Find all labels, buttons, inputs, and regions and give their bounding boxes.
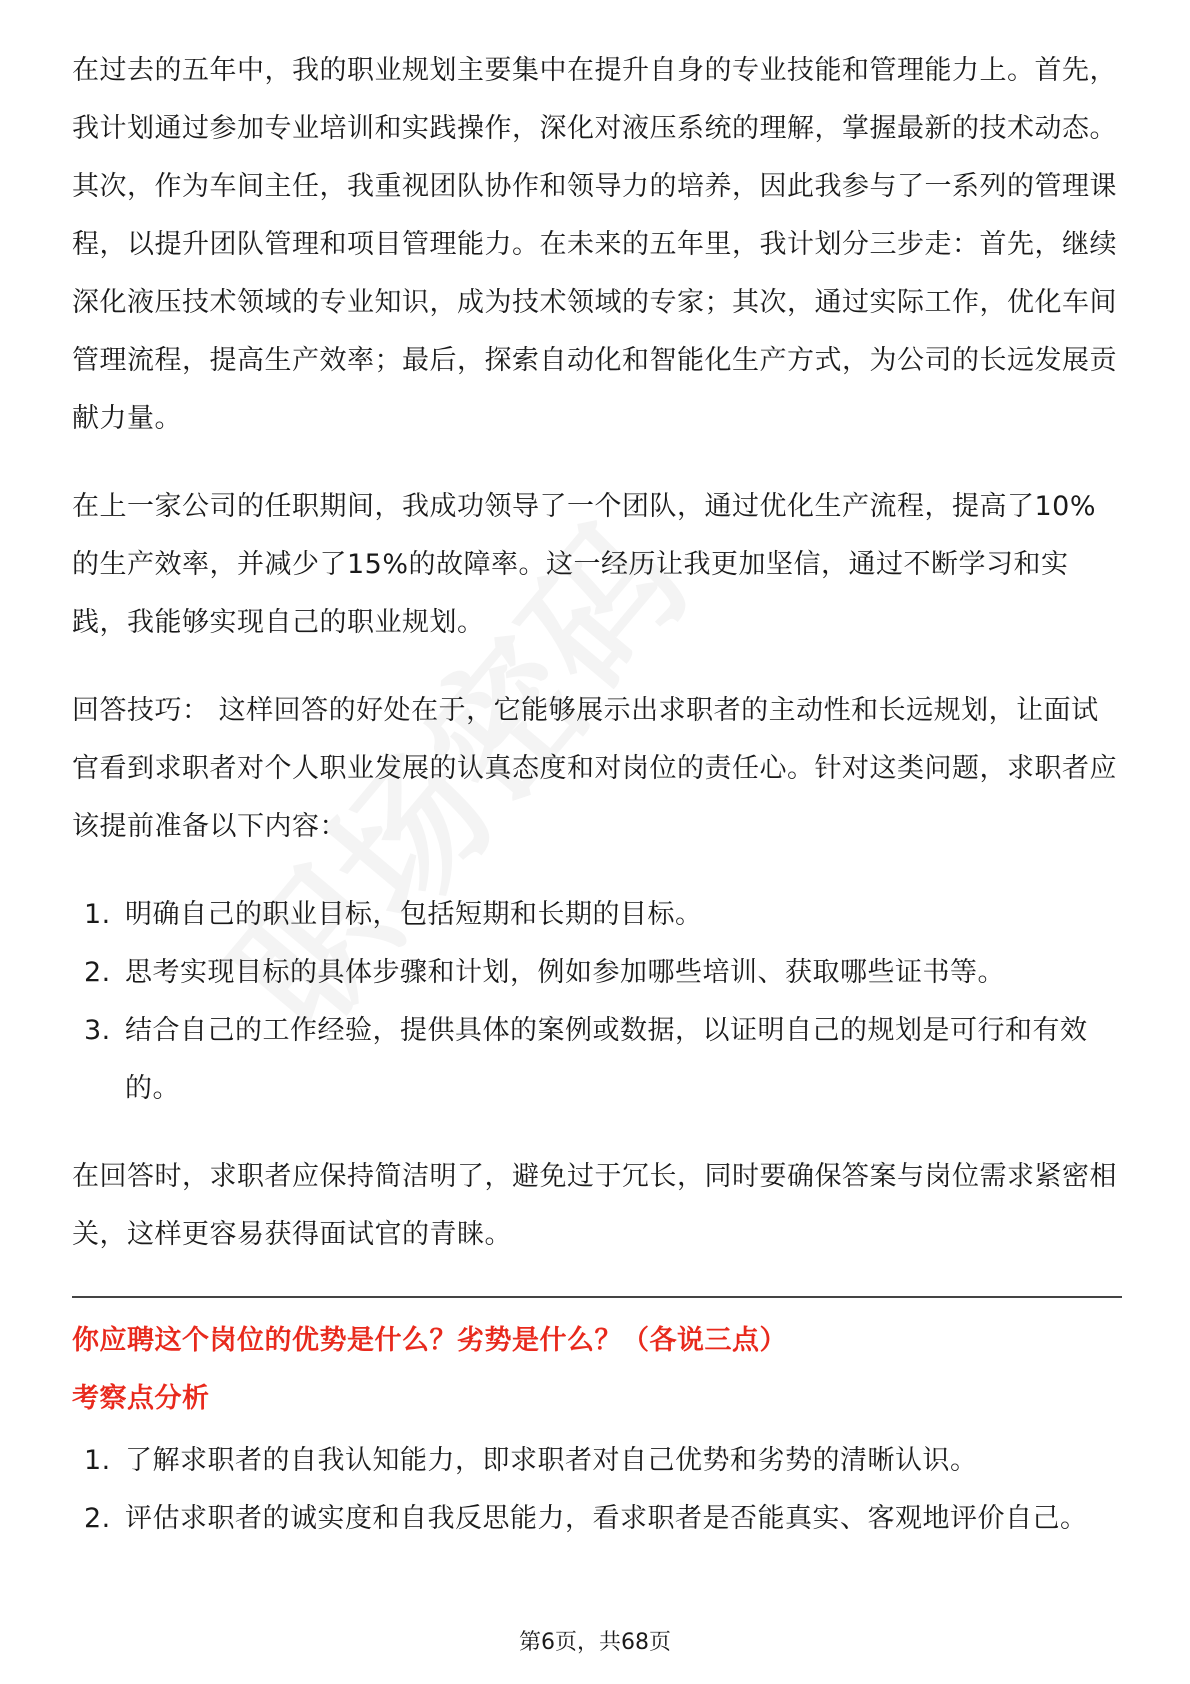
question-title: 你应聘这个岗位的优势是什么？劣势是什么？（各说三点） (72, 1325, 787, 1356)
list-item (72, 1002, 1122, 1118)
paragraph-achievement: 在上一家公司的任职期间，我成功领导了一个团队，通过优化生产流程，提高了10%的生产效率，并减少了15%的故障率。这一经历让我更加坚信，通过不断学习和实践，我能够实现自己的职业规划。 (72, 491, 1097, 638)
section-divider (72, 1296, 1122, 1298)
list-item-number: 2. (84, 1503, 111, 1534)
list-item (72, 886, 1122, 944)
list-item-text: 结合自己的工作经验，提供具体的案例或数据，以证明自己的规划是可行和有效的。 (125, 1015, 1088, 1104)
list-item-text: 明确自己的职业目标，包括短期和长期的目标。 (125, 899, 703, 930)
tips-list (72, 886, 1122, 1118)
list-item (72, 944, 1122, 1002)
list-item-text: 了解求职者的自我认知能力，即求职者对自己优势和劣势的清晰认识。 (125, 1445, 978, 1476)
list-item-number: 1. (84, 1445, 111, 1476)
paragraph-closing-advice: 在回答时，求职者应保持简洁明了，避免过于冗长，同时要确保答案与岗位需求紧密相关，这样更容易获得面试官的青睐。 (72, 1161, 1117, 1250)
paragraph-career-plan: 在过去的五年中，我的职业规划主要集中在提升自身的专业技能和管理能力上。首先，我计划通过参加专业培训和实践操作，深化对液压系统的理解，掌握最新的技术动态。其次，作为车间主任，我重视团队协作和领导力的培养，因此我参与了一系列的管理课程，以提升团队管理和项目管理能力。在未来的五年里，我计划分三步走：首先，继续深化液压技术领域的专业知识，成为技术领域的专家；其次，通过实际工作，优化车间管理流程，提高生产效率；最后，探索自动化和智能化生产方式，为公司的长远发展贡献力量。 (72, 55, 1117, 434)
list-item (72, 1432, 1122, 1490)
list-item-text: 评估求职者的诚实度和自我反思能力，看求职者是否能真实、客观地评价自己。 (125, 1503, 1088, 1534)
page-number: 第6页，共68页 (519, 1630, 671, 1655)
document-page (72, 42, 1122, 1578)
list-item-text: 思考实现目标的具体步骤和计划，例如参加哪些培训、获取哪些证书等。 (125, 957, 1005, 988)
analysis-heading: 考察点分析 (72, 1383, 210, 1414)
list-item-number: 2. (84, 957, 111, 988)
list-item-number: 1. (84, 899, 111, 930)
paragraph-answer-tips: 回答技巧： 这样回答的好处在于，它能够展示出求职者的主动性和长远规划，让面试官看到求职者对个人职业发展的认真态度和对岗位的责任心。针对这类问题，求职者应该提前准备以下内容： (72, 695, 1117, 842)
list-item (72, 1490, 1122, 1548)
analysis-list (72, 1432, 1122, 1548)
list-item-number: 3. (84, 1015, 111, 1046)
